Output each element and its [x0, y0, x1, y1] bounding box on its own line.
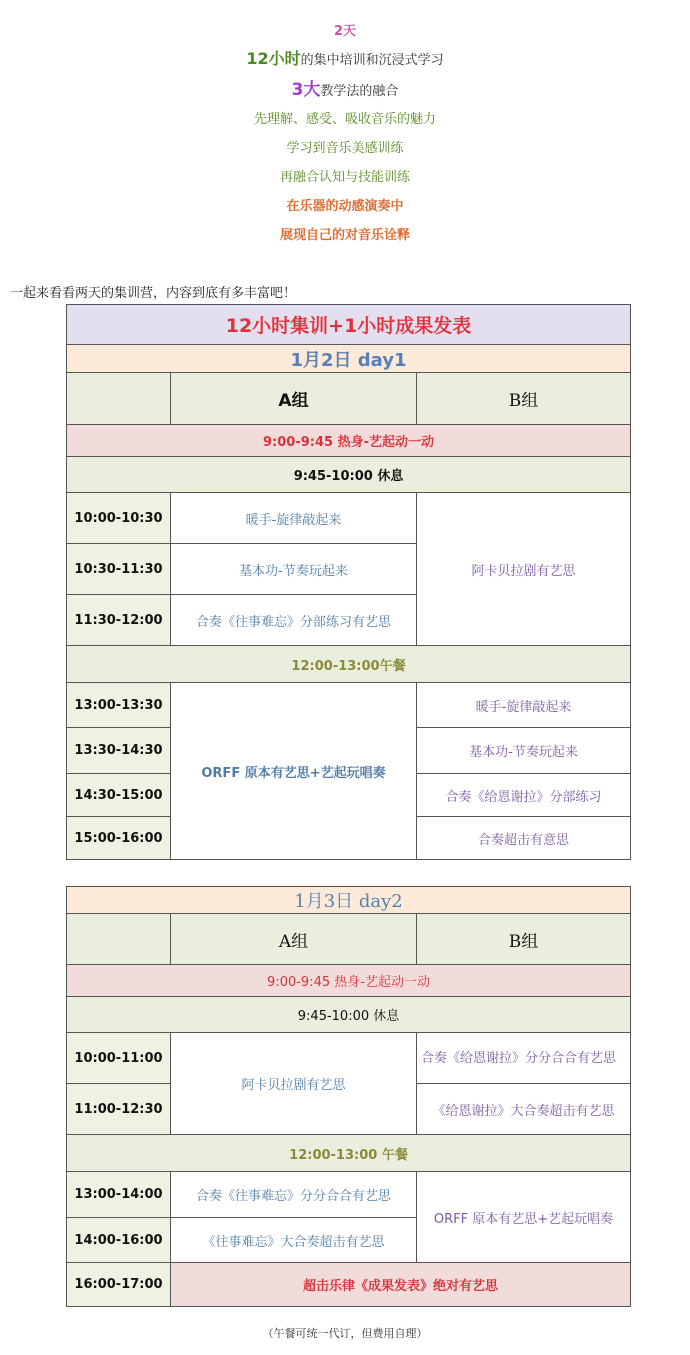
day2-date	[67, 887, 631, 914]
session-cell: 基本功-节奏玩起来	[417, 728, 631, 774]
day1-corner-cell	[67, 373, 171, 425]
day2-schedule-table	[66, 886, 631, 1307]
footnote: （午餐可统一代订，但费用自理）	[262, 1327, 428, 1340]
time-cell: 15:00-16:00	[67, 817, 171, 860]
session-cell: 合奏《往事难忘》分部练习有艺思	[171, 595, 417, 646]
time-cell: 13:00-13:30	[67, 683, 171, 728]
day2-date-text: 1月3日 day2	[294, 891, 403, 912]
day2-lunch-text: 12:00-13:00 午餐	[289, 1147, 408, 1163]
table-row	[67, 683, 631, 728]
session-cell: 暖手-旋律敲起来	[171, 493, 417, 544]
day2-group-b-text: B组	[508, 931, 539, 952]
intro-line-days: 2天	[333, 24, 357, 39]
intro-hours-highlight: 12小时	[246, 49, 301, 68]
session-cell: 暖手-旋律敲起来	[417, 683, 631, 728]
time-cell: 14:30-15:00	[67, 774, 171, 817]
intro-line-4: 先理解、感受、吸收音乐的魅力	[253, 112, 436, 127]
table-title-text: 12小时集训+1小时成果发表	[225, 315, 472, 337]
table-title	[67, 305, 631, 345]
day1-schedule-table	[66, 304, 631, 860]
table-row	[67, 1172, 631, 1218]
session-cell: 《往事难忘》大合奏超击有艺思	[171, 1218, 417, 1263]
day1-lunch	[67, 646, 631, 683]
session-cell: 合奏《给恩谢拉》分部练习	[417, 774, 631, 817]
day2-warmup-text: 9:00-9:45 热身-艺起动一动	[267, 975, 430, 990]
intro-methods-text: 教学法的融合	[320, 84, 399, 99]
day1-afternoon-a: ORFF 原本有艺思+艺起玩唱奏	[171, 683, 417, 860]
session-cell: 合奏超击有意思	[417, 817, 631, 860]
table-row	[67, 493, 631, 544]
day2-warmup	[67, 965, 631, 997]
time-cell: 10:00-11:00	[67, 1033, 171, 1084]
day2-warmup-row	[67, 965, 631, 997]
day1-group-row	[67, 373, 631, 425]
day2-break	[67, 997, 631, 1033]
day2-break-text: 9:45-10:00 休息	[297, 1009, 400, 1024]
intro-line-6: 再融合认知与技能训练	[279, 170, 410, 185]
lead-text: 一起来看看两天的集训营，内容到底有多丰富吧！	[10, 286, 297, 301]
day2-afternoon-b: ORFF 原本有艺思+艺起玩唱奏	[417, 1172, 631, 1263]
day2-date-row	[67, 887, 631, 914]
day2-corner-cell	[67, 914, 171, 965]
day2-group-row	[67, 914, 631, 965]
day1-date	[67, 345, 631, 373]
time-cell: 11:00-12:30	[67, 1084, 171, 1135]
day1-break-text: 9:45-10:00 休息	[293, 469, 404, 484]
day1-date-text: 1月2日 day1	[290, 349, 407, 371]
time-cell: 13:00-14:00	[67, 1172, 171, 1218]
day2-morning-a: 阿卡贝拉剧有艺思	[171, 1033, 417, 1135]
time-cell: 16:00-17:00	[67, 1263, 171, 1307]
day1-group-a	[171, 373, 417, 425]
day2-lunch-row	[67, 1135, 631, 1172]
day1-lunch-text: 12:00-13:00午餐	[291, 658, 406, 674]
session-cell: 合奏《往事难忘》分分合合有艺思	[171, 1172, 417, 1218]
time-cell: 10:30-11:30	[67, 544, 171, 595]
time-cell: 14:00-16:00	[67, 1218, 171, 1263]
day2-group-b	[417, 914, 631, 965]
intro-methods-highlight: 3大	[291, 80, 321, 100]
intro-line-7: 在乐器的动感演奏中	[286, 199, 404, 214]
day1-date-row	[67, 345, 631, 373]
session-cell: 基本功-节奏玩起来	[171, 544, 417, 595]
time-cell: 10:00-10:30	[67, 493, 171, 544]
intro-line-5: 学习到音乐美感训练	[286, 141, 404, 156]
day2-final-session	[171, 1263, 631, 1307]
time-cell: 13:30-14:30	[67, 728, 171, 774]
day1-break	[67, 457, 631, 493]
day1-morning-b: 阿卡贝拉剧有艺思	[417, 493, 631, 646]
day1-warmup	[67, 425, 631, 457]
session-cell: 合奏《给恩谢拉》分分合合有艺思	[417, 1033, 631, 1084]
day1-group-b	[417, 373, 631, 425]
day2-final-text: 超击乐律《成果发表》绝对有艺思	[303, 1279, 499, 1294]
day1-lunch-row	[67, 646, 631, 683]
time-cell: 11:30-12:00	[67, 595, 171, 646]
day2-break-row	[67, 997, 631, 1033]
day1-warmup-row	[67, 425, 631, 457]
day1-group-b-text: B组	[508, 391, 539, 411]
intro-line-methods	[0, 75, 690, 100]
intro-hours-text: 的集中培训和沉浸式学习	[300, 53, 444, 68]
table-title-row	[67, 305, 631, 345]
intro-line-hours	[0, 46, 690, 69]
day2-lunch	[67, 1135, 631, 1172]
day2-group-a	[171, 914, 417, 965]
table-row	[67, 1033, 631, 1084]
day1-break-row	[67, 457, 631, 493]
day1-group-a-text: A组	[278, 391, 309, 411]
day2-group-a-text: A组	[278, 931, 309, 952]
day1-warmup-text: 9:00-9:45 热身-艺起动一动	[263, 435, 435, 450]
intro-line-8: 展现自己的对音乐诠释	[279, 228, 410, 243]
session-cell: 《给恩谢拉》大合奏超击有艺思	[417, 1084, 631, 1135]
table-row	[67, 1263, 631, 1307]
